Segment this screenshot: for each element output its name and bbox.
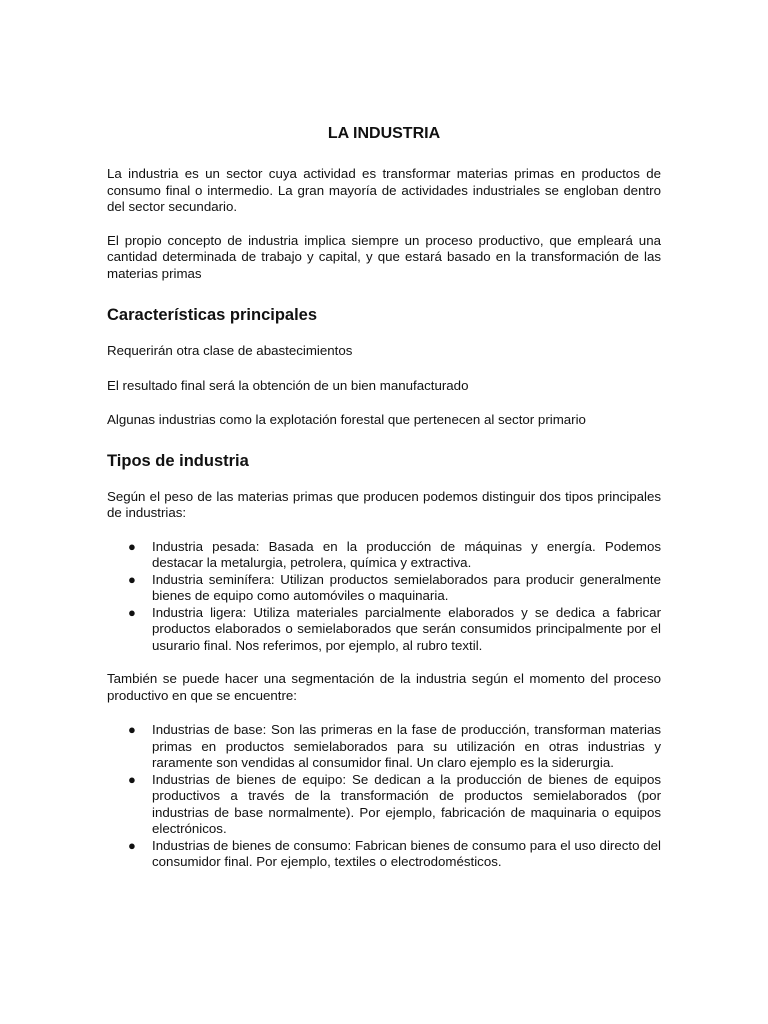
tipos-intro-paragraph: Según el peso de las materias primas que producen podemos distinguir dos tipos principales de industrias: (107, 488, 661, 520)
intro-paragraph: La industria es un sector cuya actividad es transformar materias primas en productos de consumo final o intermedio. La gran mayoría de actividades industriales se engloban dentro del sector secundario. (107, 166, 661, 214)
section-heading-caracteristicas: Características principales (107, 306, 318, 324)
list-item-text: Industria seminífera: Utilizan productos semielaborados para producir generalmente bienes de equipo como automóviles o maquinaria. (152, 571, 661, 603)
list-item-text: Industrias de bienes de equipo: Se dedican a la producción de bienes de equipos productivos a través de la transformación de productos semielaborados (por industrias de base normalmente). Por ejemplo, fabricación de maquinaria o equipos electrónicos. (152, 771, 661, 836)
intro-paragraph: El propio concepto de industria implica siempre un proceso productivo, que empleará una cantidad determinada de trabajo y capital, y que estará basado en la transformación de las materias primas (107, 232, 661, 281)
list-item (107, 605, 661, 655)
list-item-text: Industria pesada: Basada en la producción de máquinas y energía. Podemos destacar la metalurgia, petrolera, química y extractiva. (152, 538, 661, 570)
list-item-text: Industrias de base: Son las primeras en la fase de producción, transforman materias primas en productos semielaborados para su utilización en otras industrias y raramente son vendidas al consumidor final. Un claro ejemplo es la siderurgia. (152, 722, 661, 770)
caracteristica-item: Requerirán otra clase de abastecimientos (107, 343, 353, 358)
document-page (107, 124, 661, 871)
list-item (107, 539, 661, 572)
list-item (107, 722, 661, 772)
section-heading-tipos: Tipos de industria (107, 451, 249, 470)
bullet-icon: ● (128, 571, 136, 587)
bullet-icon: ● (128, 538, 136, 554)
caracteristica-item: El resultado final será la obtención de un bien manufacturado (107, 377, 469, 393)
segmentacion-list (107, 722, 661, 871)
list-item (107, 838, 661, 871)
list-item-text: Industrias de bienes de consumo: Fabrican bienes de consumo para el uso directo del consumidor final. Por ejemplo, textiles o electrodomésticos. (152, 837, 661, 869)
page-title: LA INDUSTRIA (327, 125, 441, 142)
bullet-icon: ● (128, 771, 136, 787)
list-item-text: Industria ligera: Utiliza materiales parcialmente elaborados y se dedica a fabricar productos elaborados o semielaborados que serán consumidos principalmente por el usurario final. Nos referimos, por ejemplo, al rubro textil. (152, 604, 661, 653)
caracteristica-item: Algunas industrias como la explotación forestal que pertenecen al sector primario (107, 412, 586, 427)
tipos-list (107, 539, 661, 655)
list-item (107, 572, 661, 605)
bullet-icon: ● (128, 604, 136, 620)
bullet-icon: ● (128, 837, 136, 853)
list-item (107, 772, 661, 838)
segmentacion-paragraph: También se puede hacer una segmentación de la industria según el momento del proceso productivo en que se encuentre: (107, 671, 661, 703)
bullet-icon: ● (128, 722, 136, 737)
